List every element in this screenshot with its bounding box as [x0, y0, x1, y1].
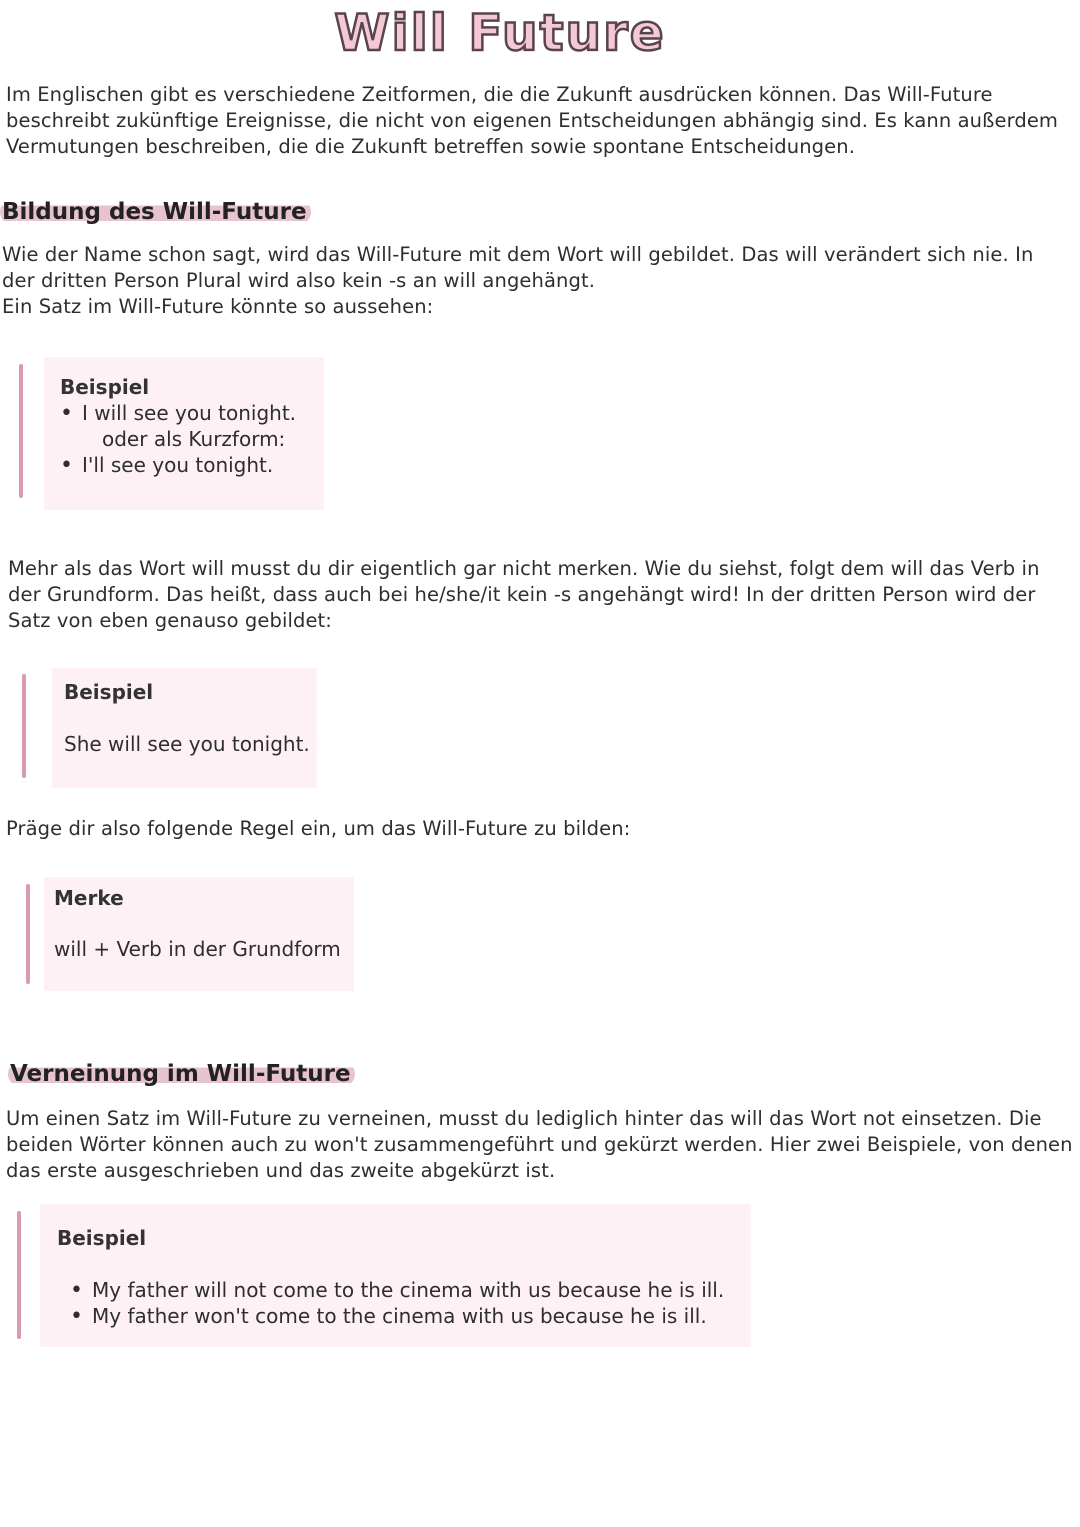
rule-label: Merke	[54, 886, 124, 910]
example-accent-bar	[19, 364, 23, 498]
example-item-text: I will see you tonight.	[82, 401, 297, 425]
example-item-text: My father will not come to the cinema with us because he is ill.	[92, 1278, 725, 1302]
rule-text: will + Verb in der Grundform	[54, 937, 341, 961]
formation-paragraph-3: Mehr als das Wort will musst du dir eigentlich gar nicht merken. Wie du siehst, folgt dem will das Verb in der Grundform. Das heißt, dass auch bei he/she/it kein -s angehängt wird! In der dritten Person wird der Satz von eben genauso gebildet:	[8, 557, 1040, 632]
rule-accent-bar	[26, 884, 30, 984]
section-heading-formation: Bildung des Will-Future	[0, 199, 311, 225]
example-item-text: I'll see you tonight.	[82, 453, 274, 477]
formation-paragraph: Wie der Name schon sagt, wird das Will-Future mit dem Wort will gebildet. Das will verändert sich nie. In der dritten Person Plural wird also kein -s an will angehängt.	[2, 243, 1034, 292]
example-accent-bar	[22, 674, 26, 778]
example-label: Beispiel	[64, 680, 154, 704]
example-accent-bar	[17, 1211, 21, 1339]
example-label: Beispiel	[57, 1226, 147, 1250]
example-box-3	[40, 1204, 751, 1347]
formation-paragraph-2: Ein Satz im Will-Future könnte so aussehen:	[2, 295, 434, 318]
example-box-2	[52, 668, 317, 788]
example-item	[60, 401, 296, 426]
example-item	[70, 1304, 707, 1329]
formation-paragraph-4: Präge dir also folgende Regel ein, um das Will-Future zu bilden:	[6, 817, 631, 840]
example-label: Beispiel	[60, 375, 150, 399]
intro-paragraph: Im Englischen gibt es verschiedene Zeitformen, die die Zukunft ausdrücken können. Das Will-Future beschreibt zukünftige Ereignisse, die nicht von eigenen Entscheidungen abhängig sind. Es kann außerdem Vermutungen beschreiben, die die Zukunft betreffen sowie spontane Entscheidungen.	[6, 83, 1059, 158]
section-heading-negation: Verneinung im Will-Future	[8, 1061, 355, 1087]
example-sentence: She will see you tonight.	[64, 732, 310, 756]
page-title: Will Future	[334, 4, 666, 62]
example-item	[60, 453, 273, 478]
negation-paragraph: Um einen Satz im Will-Future zu verneinen, musst du lediglich hinter das will das Wort not einsetzen. Die beiden Wörter können auch zu won't zusammengeführt und gekürzt werden. Hier zwei Beispiele, von denen das erste ausgeschrieben und das zweite abgekürzt ist.	[6, 1107, 1073, 1182]
example-note: oder als Kurzform:	[102, 427, 286, 451]
example-item-text: My father won't come to the cinema with us because he is ill.	[92, 1304, 707, 1328]
example-item	[70, 1278, 724, 1303]
example-box-1	[44, 357, 324, 510]
rule-box	[44, 877, 354, 991]
